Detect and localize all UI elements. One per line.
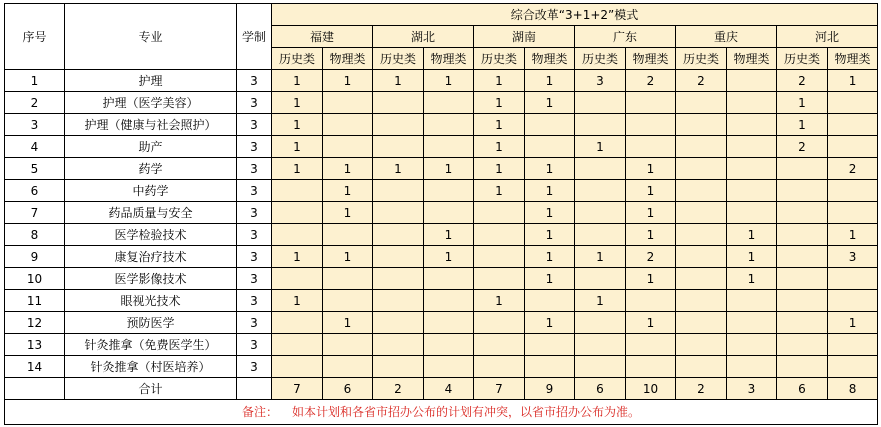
quota-cell: 1 (474, 158, 525, 180)
table-row (5, 114, 878, 136)
header-province: 湖北 (373, 26, 474, 48)
quota-cell: 1 (272, 136, 323, 158)
quota-cell (676, 290, 727, 312)
row-years: 3 (237, 268, 272, 290)
quota-cell (424, 136, 474, 158)
quota-cell: 1 (323, 180, 373, 202)
row-major: 康复治疗技术 (65, 246, 237, 268)
quota-cell: 1 (323, 202, 373, 224)
row-major: 护理 (65, 70, 237, 92)
table-row (5, 92, 878, 114)
row-index: 2 (5, 92, 65, 114)
quota-cell (727, 136, 777, 158)
quota-cell (373, 202, 424, 224)
row-years: 3 (237, 224, 272, 246)
total-index-cell (5, 378, 65, 400)
row-major: 针灸推拿（村医培养） (65, 356, 237, 378)
row-years: 3 (237, 92, 272, 114)
quota-cell: 1 (525, 312, 575, 334)
row-years: 3 (237, 136, 272, 158)
quota-cell: 1 (777, 114, 828, 136)
quota-cell: 1 (626, 202, 676, 224)
quota-cell: 1 (424, 246, 474, 268)
quota-cell (474, 268, 525, 290)
header-index: 序号 (5, 4, 65, 70)
row-years: 3 (237, 312, 272, 334)
quota-cell: 2 (777, 70, 828, 92)
row-major: 药品质量与安全 (65, 202, 237, 224)
note-text: 如本计划和各省市招办公布的计划有冲突，以省市招办公布为准。 (292, 405, 641, 419)
quota-cell: 1 (525, 246, 575, 268)
quota-cell (828, 136, 878, 158)
quota-cell: 1 (525, 70, 575, 92)
row-years: 3 (237, 70, 272, 92)
quota-cell: 1 (424, 158, 474, 180)
header-category: 历史类 (575, 48, 626, 70)
total-label: 合计 (65, 378, 237, 400)
quota-cell: 1 (727, 246, 777, 268)
quota-cell (272, 268, 323, 290)
quota-cell: 1 (626, 180, 676, 202)
quota-cell (828, 92, 878, 114)
quota-cell (777, 224, 828, 246)
quota-cell (777, 202, 828, 224)
quota-cell (272, 356, 323, 378)
quota-cell: 1 (828, 224, 878, 246)
quota-cell (525, 334, 575, 356)
note-row (5, 400, 878, 425)
quota-cell (474, 224, 525, 246)
table-row (5, 180, 878, 202)
row-index: 12 (5, 312, 65, 334)
quota-cell (424, 290, 474, 312)
header-category: 物理类 (828, 48, 878, 70)
quota-cell (575, 158, 626, 180)
quota-cell: 1 (777, 92, 828, 114)
quota-cell (676, 224, 727, 246)
quota-cell (777, 356, 828, 378)
row-index: 9 (5, 246, 65, 268)
quota-cell (676, 268, 727, 290)
row-index: 7 (5, 202, 65, 224)
quota-cell: 1 (323, 246, 373, 268)
quota-cell: 1 (373, 70, 424, 92)
total-cell: 7 (474, 378, 525, 400)
quota-cell (272, 202, 323, 224)
quota-cell (575, 180, 626, 202)
row-index: 14 (5, 356, 65, 378)
header-category: 物理类 (727, 48, 777, 70)
quota-cell (828, 180, 878, 202)
quota-cell (323, 268, 373, 290)
quota-cell (828, 114, 878, 136)
header-category: 物理类 (323, 48, 373, 70)
quota-cell (474, 246, 525, 268)
quota-cell (373, 180, 424, 202)
row-years: 3 (237, 356, 272, 378)
table-row (5, 268, 878, 290)
quota-cell: 1 (626, 312, 676, 334)
row-years: 3 (237, 180, 272, 202)
quota-cell: 3 (575, 70, 626, 92)
quota-cell (727, 92, 777, 114)
quota-cell (323, 92, 373, 114)
quota-cell (373, 268, 424, 290)
quota-cell: 1 (525, 92, 575, 114)
header-category: 历史类 (373, 48, 424, 70)
quota-cell (777, 180, 828, 202)
total-years-cell (237, 378, 272, 400)
header-category: 历史类 (676, 48, 727, 70)
quota-cell (727, 70, 777, 92)
header-category: 物理类 (626, 48, 676, 70)
quota-cell: 1 (323, 70, 373, 92)
quota-cell: 1 (272, 290, 323, 312)
quota-cell (676, 180, 727, 202)
quota-cell (323, 114, 373, 136)
quota-cell (626, 290, 676, 312)
row-index: 1 (5, 70, 65, 92)
quota-cell (828, 268, 878, 290)
quota-cell: 1 (525, 158, 575, 180)
note-label: 备注： (241, 405, 278, 419)
quota-cell (525, 114, 575, 136)
quota-cell: 1 (474, 70, 525, 92)
total-cell: 10 (626, 378, 676, 400)
quota-cell (424, 202, 474, 224)
header-province: 河北 (777, 26, 878, 48)
quota-cell: 1 (474, 290, 525, 312)
quota-cell: 1 (272, 114, 323, 136)
note-cell (5, 400, 878, 425)
quota-cell (424, 92, 474, 114)
table-row (5, 202, 878, 224)
quota-cell (323, 334, 373, 356)
total-cell: 6 (323, 378, 373, 400)
quota-cell (373, 92, 424, 114)
total-row (5, 378, 878, 400)
row-major: 护理（医学美容） (65, 92, 237, 114)
row-years: 3 (237, 114, 272, 136)
quota-cell (676, 114, 727, 136)
quota-cell (424, 334, 474, 356)
total-cell: 6 (575, 378, 626, 400)
quota-cell: 1 (626, 158, 676, 180)
quota-cell (828, 290, 878, 312)
quota-cell (323, 290, 373, 312)
quota-cell (676, 356, 727, 378)
quota-cell (626, 114, 676, 136)
header-years: 学制 (237, 4, 272, 70)
header-category: 物理类 (525, 48, 575, 70)
table-row (5, 158, 878, 180)
quota-cell (373, 246, 424, 268)
table-row (5, 70, 878, 92)
quota-cell: 1 (424, 70, 474, 92)
row-years: 3 (237, 158, 272, 180)
row-major: 医学影像技术 (65, 268, 237, 290)
table-row (5, 312, 878, 334)
quota-cell: 1 (525, 224, 575, 246)
quota-cell: 1 (727, 224, 777, 246)
quota-cell (828, 356, 878, 378)
quota-cell: 2 (828, 158, 878, 180)
quota-cell (272, 334, 323, 356)
quota-cell (828, 334, 878, 356)
quota-cell: 1 (272, 92, 323, 114)
row-major: 助产 (65, 136, 237, 158)
quota-cell: 1 (626, 224, 676, 246)
quota-cell (525, 356, 575, 378)
quota-cell (424, 268, 474, 290)
row-index: 10 (5, 268, 65, 290)
table-row (5, 246, 878, 268)
row-major: 护理（健康与社会照护） (65, 114, 237, 136)
quota-cell (676, 312, 727, 334)
quota-cell (575, 356, 626, 378)
quota-cell (626, 136, 676, 158)
quota-cell (575, 92, 626, 114)
quota-cell (777, 268, 828, 290)
quota-cell (373, 114, 424, 136)
row-major: 药学 (65, 158, 237, 180)
quota-cell: 3 (828, 246, 878, 268)
quota-cell: 1 (525, 202, 575, 224)
quota-cell (777, 312, 828, 334)
header-province: 重庆 (676, 26, 777, 48)
row-index: 13 (5, 334, 65, 356)
quota-cell (272, 180, 323, 202)
row-years: 3 (237, 334, 272, 356)
quota-cell (575, 312, 626, 334)
quota-cell (727, 312, 777, 334)
row-major: 医学检验技术 (65, 224, 237, 246)
quota-cell (575, 224, 626, 246)
row-major: 中药学 (65, 180, 237, 202)
header-major: 专业 (65, 4, 237, 70)
quota-cell: 1 (575, 246, 626, 268)
quota-cell (272, 312, 323, 334)
quota-cell (474, 334, 525, 356)
quota-cell (373, 224, 424, 246)
quota-cell (676, 92, 727, 114)
quota-cell (676, 246, 727, 268)
row-years: 3 (237, 202, 272, 224)
table-row (5, 356, 878, 378)
enrollment-plan-sheet (4, 3, 877, 424)
total-cell: 6 (777, 378, 828, 400)
total-cell: 4 (424, 378, 474, 400)
quota-cell: 1 (575, 136, 626, 158)
quota-cell: 1 (272, 158, 323, 180)
total-cell: 9 (525, 378, 575, 400)
total-cell: 7 (272, 378, 323, 400)
quota-cell (727, 334, 777, 356)
enrollment-plan-table (4, 3, 878, 425)
quota-cell (323, 136, 373, 158)
row-index: 4 (5, 136, 65, 158)
quota-cell: 1 (474, 136, 525, 158)
quota-cell (727, 202, 777, 224)
header-category: 历史类 (272, 48, 323, 70)
row-index: 6 (5, 180, 65, 202)
header-province: 湖南 (474, 26, 575, 48)
row-years: 3 (237, 246, 272, 268)
quota-cell (474, 202, 525, 224)
quota-cell: 2 (676, 70, 727, 92)
row-index: 3 (5, 114, 65, 136)
quota-cell: 1 (323, 312, 373, 334)
quota-cell: 1 (424, 224, 474, 246)
quota-cell: 1 (272, 246, 323, 268)
quota-cell (676, 136, 727, 158)
quota-cell (777, 158, 828, 180)
row-major: 预防医学 (65, 312, 237, 334)
quota-cell (828, 202, 878, 224)
quota-cell (424, 114, 474, 136)
quota-cell (525, 136, 575, 158)
quota-cell (474, 312, 525, 334)
table-row (5, 290, 878, 312)
quota-cell (373, 290, 424, 312)
quota-cell: 1 (525, 180, 575, 202)
quota-cell (323, 224, 373, 246)
quota-cell (272, 224, 323, 246)
table-row (5, 334, 878, 356)
quota-cell: 1 (373, 158, 424, 180)
quota-cell (424, 312, 474, 334)
quota-cell (727, 290, 777, 312)
quota-cell: 1 (525, 268, 575, 290)
row-years: 3 (237, 290, 272, 312)
quota-cell (575, 268, 626, 290)
quota-cell (575, 202, 626, 224)
quota-cell: 1 (727, 268, 777, 290)
quota-cell (323, 356, 373, 378)
quota-cell (575, 114, 626, 136)
header-category: 历史类 (777, 48, 828, 70)
total-cell: 2 (373, 378, 424, 400)
quota-cell: 1 (474, 114, 525, 136)
quota-cell: 1 (575, 290, 626, 312)
row-index: 5 (5, 158, 65, 180)
row-index: 8 (5, 224, 65, 246)
quota-cell (424, 356, 474, 378)
row-index: 11 (5, 290, 65, 312)
quota-cell (676, 202, 727, 224)
quota-cell (373, 356, 424, 378)
quota-cell: 1 (272, 70, 323, 92)
header-category: 历史类 (474, 48, 525, 70)
total-cell: 8 (828, 378, 878, 400)
quota-cell (626, 334, 676, 356)
table-row (5, 136, 878, 158)
header-province: 广东 (575, 26, 676, 48)
quota-cell (525, 290, 575, 312)
quota-cell (575, 334, 626, 356)
row-major: 针灸推拿（免费医学生） (65, 334, 237, 356)
row-major: 眼视光技术 (65, 290, 237, 312)
quota-cell (626, 92, 676, 114)
quota-cell: 1 (323, 158, 373, 180)
quota-cell (474, 356, 525, 378)
header-category: 物理类 (424, 48, 474, 70)
quota-cell (727, 180, 777, 202)
quota-cell (777, 246, 828, 268)
quota-cell: 1 (828, 70, 878, 92)
quota-cell: 1 (828, 312, 878, 334)
quota-cell (777, 334, 828, 356)
header-province: 福建 (272, 26, 373, 48)
quota-cell: 1 (474, 92, 525, 114)
quota-cell (727, 114, 777, 136)
quota-cell: 2 (626, 246, 676, 268)
quota-cell: 1 (474, 180, 525, 202)
quota-cell (727, 356, 777, 378)
header-reform-mode: 综合改革“3+1+2”模式 (272, 4, 878, 26)
quota-cell (676, 334, 727, 356)
quota-cell (373, 312, 424, 334)
quota-cell: 1 (626, 268, 676, 290)
quota-cell (676, 158, 727, 180)
quota-cell: 2 (777, 136, 828, 158)
quota-cell (727, 158, 777, 180)
quota-cell (373, 136, 424, 158)
table-row (5, 224, 878, 246)
total-cell: 2 (676, 378, 727, 400)
total-cell: 3 (727, 378, 777, 400)
quota-cell (424, 180, 474, 202)
quota-cell: 2 (626, 70, 676, 92)
quota-cell (777, 290, 828, 312)
quota-cell (626, 356, 676, 378)
quota-cell (373, 334, 424, 356)
